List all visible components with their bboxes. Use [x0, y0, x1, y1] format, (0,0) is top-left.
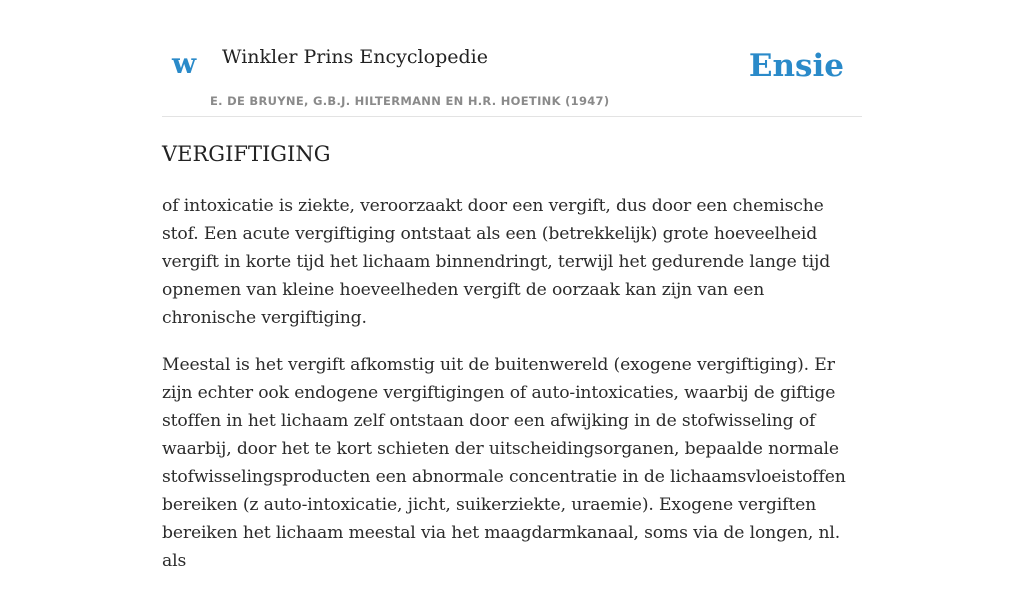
- publication-authors: E. DE BRUYNE, G.B.J. HILTERMANN EN H.R. HOETINK (1947): [210, 94, 610, 108]
- publication-logo[interactable]: w: [172, 47, 197, 80]
- ensie-logo[interactable]: Ensie: [748, 48, 844, 84]
- entry-paragraph: of intoxicatie is ziekte, veroorzaakt door een vergift, dus door een chemische stof. Een acute vergiftiging ontstaat als een (betrekkelijk) grote hoeveelheid vergift in korte tijd het lichaam binnendringt, terwijl het gedurende lange tijd opnemen van kleine hoeveelheden vergift de oorzaak kan zijn van een chronische vergiftiging.: [162, 196, 831, 328]
- publication-title[interactable]: Winkler Prins Encyclopedie: [222, 46, 488, 68]
- publication-header: [162, 0, 862, 117]
- entry-body: [162, 192, 862, 594]
- entry-paragraph: Meestal is het vergift afkomstig uit de buitenwereld (exogene vergiftiging). Er zijn echter ook endogene vergiftigingen of auto-intoxicaties, waarbij de giftige stoffen in het lichaam zelf ontstaan door een afwijking in de stofwisseling of waarbij, door het te kort schieten der uitscheidingsorganen, bepaalde normale stofwisselingsproducten een abnormale concentratie in de lichaamsvloeistoffen bereiken (z auto-intoxicatie, jicht, suikerziekte, uraemie). Exogene vergiften bereiken het lichaam meestal via het maagdarmkanaal, soms via de longen, nl. als: [162, 355, 846, 571]
- entry-title: VERGIFTIGING: [162, 142, 331, 166]
